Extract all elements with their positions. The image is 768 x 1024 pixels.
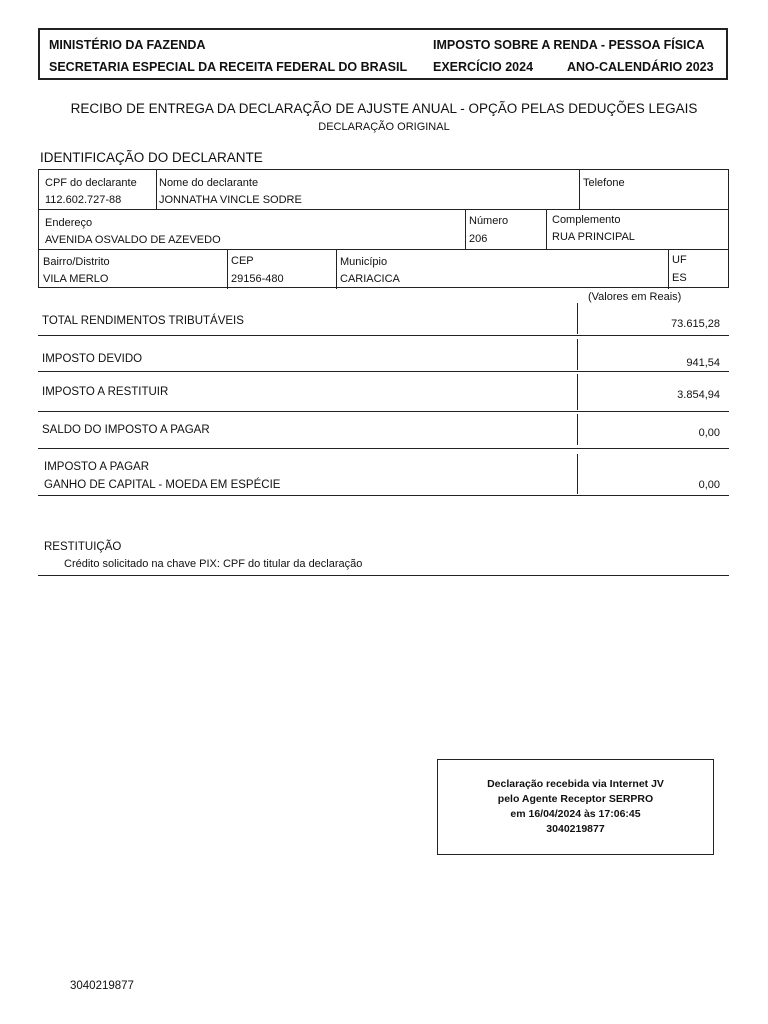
grid-divider <box>336 249 337 289</box>
complement-label: Complemento <box>552 214 621 226</box>
tax-title: IMPOSTO SOBRE A RENDA - PESSOA FÍSICA <box>433 38 705 52</box>
units-note: (Valores em Reais) <box>588 291 682 303</box>
receipt-line-2: pelo Agente Receptor SERPRO <box>497 793 654 805</box>
restitution-heading: RESTITUIÇÃO <box>44 541 122 553</box>
grid-divider <box>39 209 728 210</box>
row-divider <box>577 303 578 334</box>
secretariat-title: SECRETARIA ESPECIAL DA RECEITA FEDERAL DO BRASIL <box>49 60 408 74</box>
address-label: Endereço <box>45 217 93 229</box>
grid-divider <box>546 209 547 249</box>
document-header <box>38 28 728 80</box>
city-label: Município <box>340 256 388 268</box>
row-line <box>38 335 729 336</box>
row-divider <box>577 454 578 494</box>
exercise-year: EXERCÍCIO 2024 <box>433 60 534 74</box>
declaration-type: DECLARAÇÃO ORIGINAL <box>318 121 450 133</box>
district-label: Bairro/Distrito <box>43 256 110 268</box>
balance-label: SALDO DO IMPOSTO A PAGAR <box>42 424 210 436</box>
receipt-line-1: Declaração recebida via Internet JV <box>487 778 664 790</box>
cpf-label: CPF do declarante <box>45 177 137 189</box>
tax-due-value: 941,54 <box>686 357 720 369</box>
row-line <box>38 371 729 372</box>
row-divider <box>577 339 578 370</box>
restitution-line <box>38 575 729 576</box>
city-value: CARIACICA <box>340 273 400 285</box>
receipt-line-3: em 16/04/2024 às 17:06:45 <box>510 808 641 820</box>
calendar-year: ANO-CALENDÁRIO 2023 <box>567 60 714 74</box>
refund-label: IMPOSTO A RESTITUIR <box>42 386 169 398</box>
balance-value: 0,00 <box>698 427 720 439</box>
address-value: AVENIDA OSVALDO DE AZEVEDO <box>45 234 221 246</box>
row-line <box>38 495 729 496</box>
restitution-text: Crédito solicitado na chave PIX: CPF do titular da declaração <box>64 558 363 570</box>
payable-label: IMPOSTO A PAGAR <box>44 461 150 473</box>
receipt-box <box>437 759 714 855</box>
grid-divider <box>465 209 466 249</box>
section-title: IDENTIFICAÇÃO DO DECLARANTE <box>40 150 263 165</box>
grid-divider <box>227 249 228 289</box>
receipt-title: RECIBO DE ENTREGA DA DECLARAÇÃO DE AJUSTE ANUAL - OPÇÃO PELAS DEDUÇÕES LEGAIS <box>70 101 698 116</box>
grid-divider <box>668 249 669 289</box>
grid-divider <box>39 249 728 250</box>
uf-value: ES <box>672 272 687 284</box>
total-income-value: 73.615,28 <box>671 318 720 330</box>
number-label: Número <box>469 215 509 227</box>
cpf-value: 112.602.727-88 <box>45 194 122 206</box>
number-value: 206 <box>469 233 488 245</box>
complement-value: RUA PRINCIPAL <box>552 231 635 243</box>
district-value: VILA MERLO <box>43 273 109 285</box>
total-income-label: TOTAL RENDIMENTOS TRIBUTÁVEIS <box>42 315 244 327</box>
cep-value: 29156-480 <box>231 273 284 285</box>
refund-value: 3.854,94 <box>677 389 720 401</box>
footer-code: 3040219877 <box>70 980 134 992</box>
row-line <box>38 411 729 412</box>
capital-gain-label: GANHO DE CAPITAL - MOEDA EM ESPÉCIE <box>44 479 281 491</box>
grid-divider <box>579 170 580 209</box>
row-divider <box>577 414 578 445</box>
declarant-grid <box>38 169 729 288</box>
receipt-line-4: 3040219877 <box>546 823 605 835</box>
row-divider <box>577 374 578 410</box>
cep-label: CEP <box>231 255 254 267</box>
capital-gain-value: 0,00 <box>698 479 720 491</box>
phone-label: Telefone <box>583 177 625 189</box>
name-label: Nome do declarante <box>159 177 259 189</box>
name-value: JONNATHA VINCLE SODRE <box>159 194 302 206</box>
tax-due-label: IMPOSTO DEVIDO <box>42 353 143 365</box>
ministry-title: MINISTÉRIO DA FAZENDA <box>49 38 206 52</box>
uf-label: UF <box>672 254 687 266</box>
row-line <box>38 448 729 449</box>
grid-divider <box>156 170 157 209</box>
